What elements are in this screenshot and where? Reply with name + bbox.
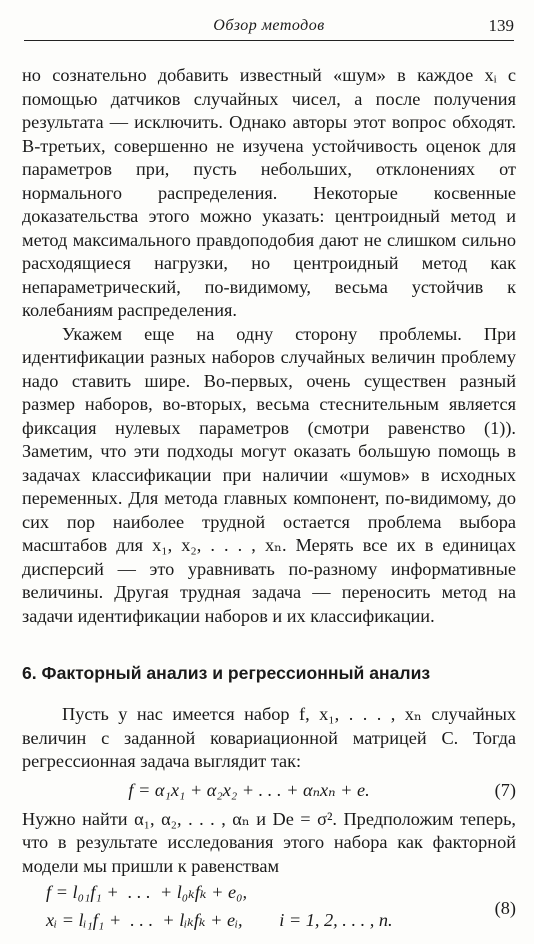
equation-7-formula: f = α₁x₁ + α₂x₂ + . . . + αₙxₙ + e. — [128, 779, 370, 800]
page-header — [24, 12, 514, 41]
heading-spacer — [22, 685, 516, 703]
paragraph-after-equation: Нужно найти α₁, α₂, . . . , αₙ и De = σ². Предположим теперь, что в результате исследования этого набора как факторной модели мы пришли к равенствам — [22, 808, 516, 876]
equation-7-number: (7) — [494, 779, 516, 800]
paragraph-continuation: но сознательно добавить известный «шум» в каждое xᵢ с помощью датчиков случайных чисел, а после получения результата — исключить. Однако авторы этот вопрос обходят. В-третьих, совершенно не изучена устойчивость оценок для параметров при, пусть небольших, отклонениях от нормального распределения. Некоторые косвенные доказательства этого можно указать: центроидный метод и метод максимального правдоподобия дают не слишком сильно расходящиеся нагрузки, но центроидный метод как непараметрический, по-видимому, весьма устойчив к колебаниям распределения. — [22, 65, 516, 320]
page-number: 139 — [488, 16, 514, 35]
page-body — [22, 64, 516, 944]
section-intro: Пусть у нас имеется набор f, x₁, . . . , xₙ случайных величин с заданной ковариационной матрицей C. Тогда регрессионная задача выглядит так: — [22, 704, 516, 771]
paragraph-identification: Укажем еще на одну сторону проблемы. При идентификации разных наборов случайных величин проблему надо ставить шире. Во-первых, очень существен разный размер наборов, во-вторых, весьма стеснительным является фиксация нулевых параметров (смотри равенство (1)). Заметим, что эти подходы могут оказать большую помощь в задачах классификации при наличии «шумов» в исходных переменных. Для метода главных компонент, по-видимому, до сих пор наиболее трудной остается проблема выбора масштабов для x₁, x₂, . . . , xₙ. Мерять все их в единицах дисперсий — это уравнивать по-разному информативные величины. Другая трудная задача — переносить метод на задачи идентификации наборов и их классификации. — [22, 323, 516, 626]
system-line-2: xᵢ = lᵢ₁f₁ + . . . + lᵢₖfₖ + eᵢ, i = 1, 2, . . . , n. — [46, 910, 393, 930]
equation-system-8 — [22, 882, 516, 944]
running-title: Обзор методов — [213, 17, 325, 34]
section-heading: 6. Факторный анализ и регрессионный анализ — [22, 663, 431, 683]
equation-7 — [22, 774, 516, 808]
system-line-1: f = l₀₁f₁ + . . . + l₀ₖfₖ + e₀, — [46, 882, 248, 902]
system-number: (8) — [494, 898, 516, 918]
